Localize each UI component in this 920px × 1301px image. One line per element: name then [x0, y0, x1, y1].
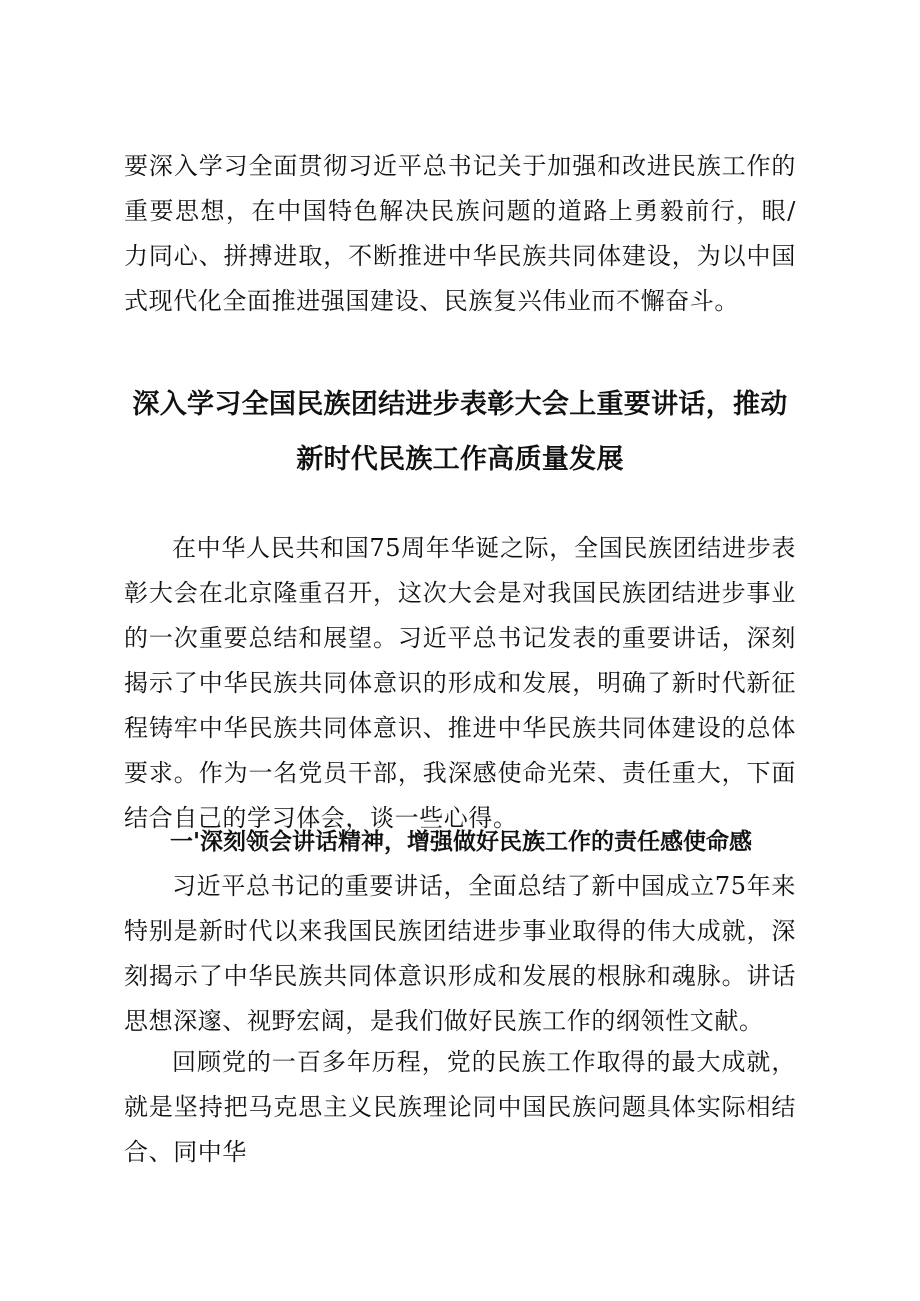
- opening-paragraph: 在中华人民共和国75周年华诞之际，全国民族团结进步表彰大会在北京隆重召开，这次大会是对我国民族团结进步事业的一次重要总结和展望。习近平总书记发表的重要讲话，深刻揭示了中华民族共同体意识的形成和发展，明确了新时代新征程铸牢中华民族共同体意识、推进中华民族共同体建设的总体要求。作为一名党员干部，我深感使命光荣、责任重大，下面结合自己的学习体会，谈一些心得。: [124, 534, 796, 832]
- intro-paragraph: 要深入学习全面贯彻习近平总书记关于加强和改进民族工作的重要思想，在中国特色解决民族问题的道路上勇毅前行，眼/力同心、拼搏进取，不断推进中华民族共同体建设，为以中国式现代化全面推进强国建设、民族复兴伟业而不懈奋斗。: [124, 152, 796, 315]
- document-title-line-2: 新时代民族工作高质量发展: [296, 444, 624, 475]
- section-1-paragraph-2: 回顾党的一百多年历程，党的民族工作取得的最大成就，就是坚持把马克思主义民族理论同中国民族问题具体实际相结合、同中华: [124, 1048, 796, 1166]
- document-title-line-1: 深入学习全国民族团结进步表彰大会上重要讲话，推动: [132, 389, 788, 420]
- section-1-paragraph-1: 习近平总书记的重要讲话，全面总结了新中国成立75年来特别是新时代以来我国民族团结进步事业取得的伟大成就，深刻揭示了中华民族共同体意识形成和发展的根脉和魂脉。讲话思想深邃、视野宏阔，是我们做好民族工作的纲领性文献。: [124, 872, 796, 1035]
- section-1-heading: 一'深刻领会讲话精神，增强做好民族工作的责任感使命感: [170, 829, 753, 855]
